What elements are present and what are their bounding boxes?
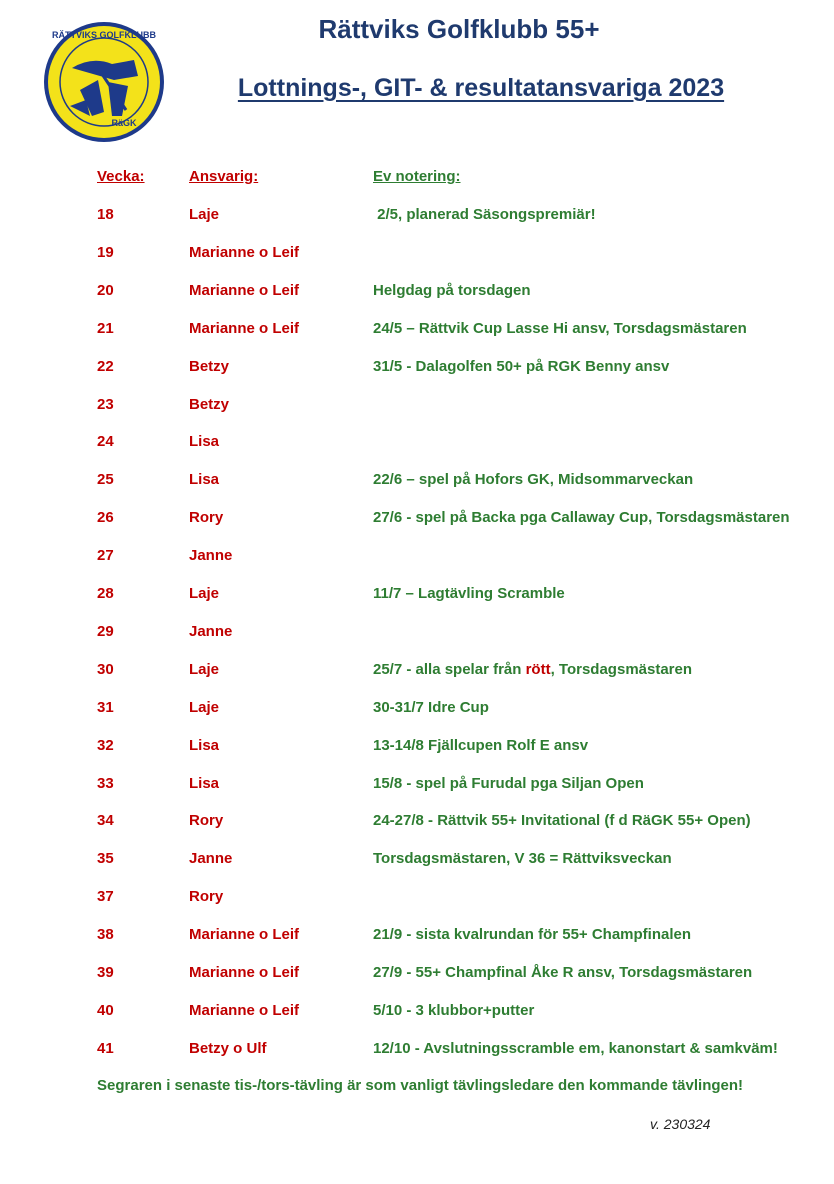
responsible-person: Betzy xyxy=(189,396,230,413)
note: 24/5 – Rättvik Cup Lasse Hi ansv, Torsdagsmästaren xyxy=(373,320,747,337)
responsible-person: Lisa xyxy=(189,775,220,792)
note: 30-31/7 Idre Cup xyxy=(373,699,489,716)
week-number: 29 xyxy=(97,623,114,640)
note xyxy=(373,661,692,678)
week-number: 21 xyxy=(97,320,114,337)
note: 5/10 - 3 klubbor+putter xyxy=(373,1002,535,1019)
responsible-person: Janne xyxy=(189,623,233,640)
responsible-person: Laje xyxy=(189,206,220,223)
note: Torsdagsmästaren, V 36 = Rättviksveckan xyxy=(373,850,672,867)
note: 21/9 - sista kvalrundan för 55+ Champfinalen xyxy=(373,926,692,943)
note: 11/7 – Lagtävling Scramble xyxy=(373,585,565,602)
week-number: 30 xyxy=(97,661,114,678)
responsible-person: Laje xyxy=(189,699,220,716)
note: 13-14/8 Fjällcupen Rolf E ansv xyxy=(373,737,589,754)
responsible-person: Lisa xyxy=(189,433,220,450)
week-number: 27 xyxy=(97,547,114,564)
week-number: 25 xyxy=(97,471,114,488)
week-number: 22 xyxy=(97,358,114,375)
week-number: 18 xyxy=(97,206,114,223)
week-number: 33 xyxy=(97,775,114,792)
responsible-person: Marianne o Leif xyxy=(189,964,300,981)
footer-note: Segraren i senaste tis-/tors-tävling är som vanligt tävlingsledare den kommande tävlingen! xyxy=(97,1077,744,1094)
note: 22/6 – spel på Hofors GK, Midsommarveckan xyxy=(373,471,694,488)
responsible-person: Laje xyxy=(189,661,220,678)
week-number: 23 xyxy=(97,396,114,413)
responsible-person: Laje xyxy=(189,585,220,602)
note: 31/5 - Dalagolfen 50+ på RGK Benny ansv xyxy=(373,358,670,375)
week-number: 35 xyxy=(97,850,114,867)
week-number: 41 xyxy=(97,1040,114,1057)
note: Helgdag på torsdagen xyxy=(373,282,531,299)
week-number: 38 xyxy=(97,926,114,943)
responsible-person: Janne xyxy=(189,547,233,564)
week-number: 32 xyxy=(97,737,114,754)
week-number: 24 xyxy=(97,433,114,450)
note: 15/8 - spel på Furudal pga Siljan Open xyxy=(373,775,644,792)
responsible-person: Marianne o Leif xyxy=(189,926,300,943)
page-subtitle: Lottnings-, GIT- & resultatansvariga 2023 xyxy=(237,74,725,102)
note: 27/6 - spel på Backa pga Callaway Cup, Torsdagsmästaren xyxy=(373,509,790,526)
week-number: 31 xyxy=(97,699,114,716)
column-header-ansvarig: Ansvarig: xyxy=(189,168,259,185)
note: 2/5, planerad Säsongspremiär! xyxy=(373,206,596,223)
responsible-person: Rory xyxy=(189,888,224,905)
responsible-person: Lisa xyxy=(189,737,220,754)
week-number: 26 xyxy=(97,509,114,526)
note: 12/10 - Avslutningsscramble em, kanonstart & samkväm! xyxy=(373,1040,778,1057)
responsible-person: Rory xyxy=(189,509,224,526)
note-part: 25/7 - alla spelar från xyxy=(373,661,526,678)
week-number: 37 xyxy=(97,888,114,905)
page-title: Rättviks Golfklubb 55+ xyxy=(318,14,600,44)
note-part: , Torsdagsmästaren xyxy=(550,661,693,678)
responsible-person: Betzy o Ulf xyxy=(189,1040,267,1057)
week-number: 39 xyxy=(97,964,114,981)
responsible-person: Betzy xyxy=(189,358,230,375)
note-highlight-red: rött xyxy=(525,661,551,678)
note: 27/9 - 55+ Champfinal Åke R ansv, Torsdagsmästaren xyxy=(373,964,753,981)
logo-text-bottom: RäGK xyxy=(111,118,137,128)
responsible-person: Janne xyxy=(189,850,233,867)
week-number: 34 xyxy=(97,812,114,829)
week-number: 19 xyxy=(97,244,114,261)
version-label: v. 230324 xyxy=(650,1116,711,1132)
week-number: 40 xyxy=(97,1002,114,1019)
column-header-vecka: Vecka: xyxy=(97,168,145,185)
responsible-person: Marianne o Leif xyxy=(189,282,300,299)
responsible-person: Lisa xyxy=(189,471,220,488)
responsible-person: Marianne o Leif xyxy=(189,244,300,261)
logo-text-top: RÄTTVIKS GOLFKLUBB xyxy=(52,30,156,40)
responsible-person: Rory xyxy=(189,812,224,829)
week-number: 20 xyxy=(97,282,114,299)
column-header-notering: Ev notering: xyxy=(373,168,461,185)
responsible-person: Marianne o Leif xyxy=(189,320,300,337)
week-number: 28 xyxy=(97,585,114,602)
note: 24-27/8 - Rättvik 55+ Invitational (f d RäGK 55+ Open) xyxy=(373,812,751,829)
responsible-person: Marianne o Leif xyxy=(189,1002,300,1019)
